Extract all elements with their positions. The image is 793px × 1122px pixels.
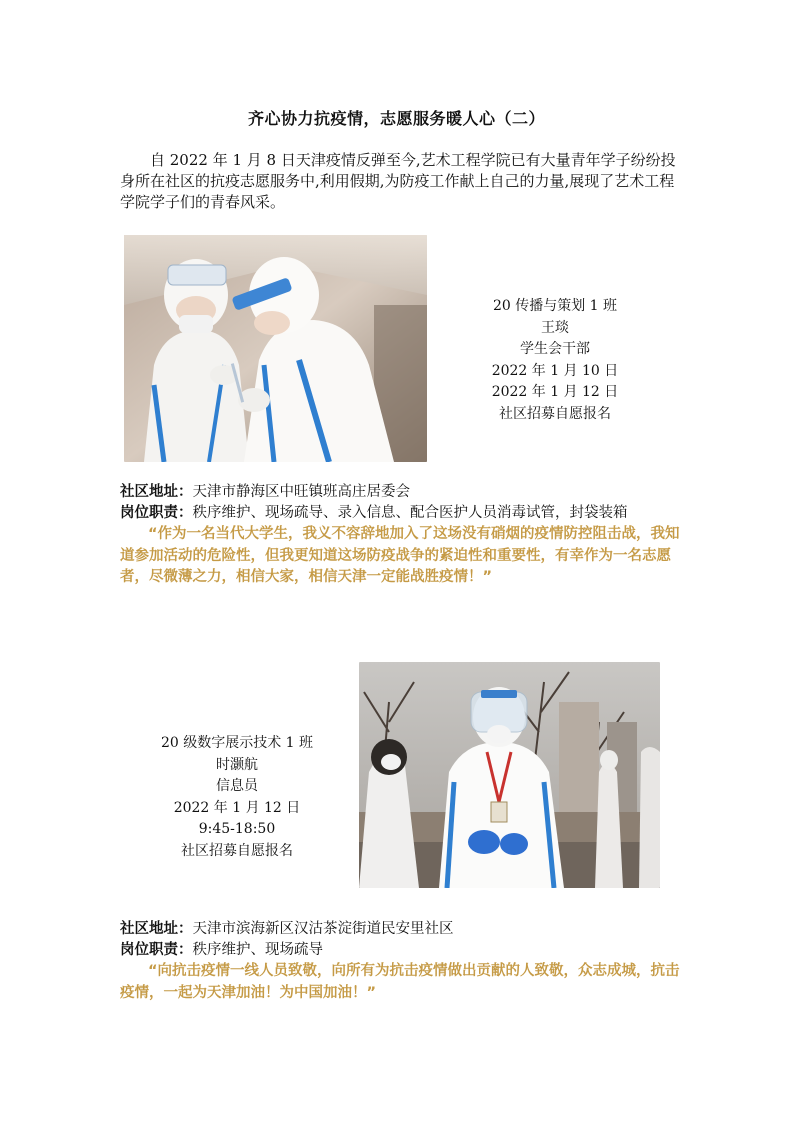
address-label: 社区地址： <box>120 484 193 500</box>
volunteer-role: 信息员 <box>216 778 258 794</box>
intro-paragraph: 自 2022 年 1 月 8 日天津疫情反弹至今,艺术工程学院已有大量青年学子纷纷投身所在社区的抗疫志愿服务中,利用假期,为防疫工作献上自己的力量,展现了艺术工程学院学子们的青春风采。 <box>120 151 676 211</box>
address-row-2 <box>120 919 454 939</box>
service-date: 2022 年 1 月 12 日 <box>173 799 301 816</box>
duty-row-1 <box>120 503 628 523</box>
duty-row-2 <box>120 940 323 960</box>
address-value: 天津市滨海新区汉沽茶淀街道民安里社区 <box>192 921 454 937</box>
duty-label: 岗位职责： <box>120 942 193 958</box>
volunteer-photo-1 <box>124 235 427 462</box>
volunteer-role: 学生会干部 <box>520 341 590 357</box>
class-name: 20 级数字展示技术 1 班 <box>160 735 314 751</box>
service-date: 2022 年 1 月 10 日 <box>491 362 619 379</box>
duty-value: 秩序维护、现场疏导、录入信息、配合医护人员消毒试管，封袋装箱 <box>192 505 628 521</box>
address-label: 社区地址： <box>120 921 193 937</box>
volunteer-info-2 <box>122 733 352 862</box>
duty-label: 岗位职责： <box>120 505 193 521</box>
duty-value: 秩序维护、现场疏导 <box>192 942 323 958</box>
service-time: 9:45-18:50 <box>198 821 276 837</box>
volunteer-info-1 <box>447 296 663 425</box>
service-date: 2022 年 1 月 12 日 <box>491 384 619 400</box>
volunteer-quote-1: “作为一名当代大学生，我义不容辞地加入了这场没有硝烟的疫情防控阻击战，我知道参加活动的危险性，但我更知道这场防疫战争的紧迫性和重要性，有幸作为一名志愿者，尽微薄之力，相信大家，相信天津一定能战胜疫情！” <box>120 526 680 585</box>
volunteer-photo-2 <box>359 662 660 888</box>
page-title: 齐心协力抗疫情，志愿服务暖人心（二） <box>247 109 545 128</box>
address-row-1 <box>120 482 410 502</box>
class-name: 20 传播与策划 1 班 <box>492 298 618 314</box>
recruitment-method: 社区招募自愿报名 <box>181 842 293 859</box>
address-value: 天津市静海区中旺镇班高庄居委会 <box>192 484 410 500</box>
volunteer-quote-2: “向抗击疫情一线人员致敬，向所有为抗击疫情做出贡献的人致敬，众志成城，抗击疫情，一起为天津加油！为中国加油！” <box>120 963 680 1001</box>
recruitment-method: 社区招募自愿报名 <box>499 405 611 422</box>
volunteer-name: 时灏航 <box>216 756 258 773</box>
volunteer-name: 王琰 <box>541 319 569 336</box>
